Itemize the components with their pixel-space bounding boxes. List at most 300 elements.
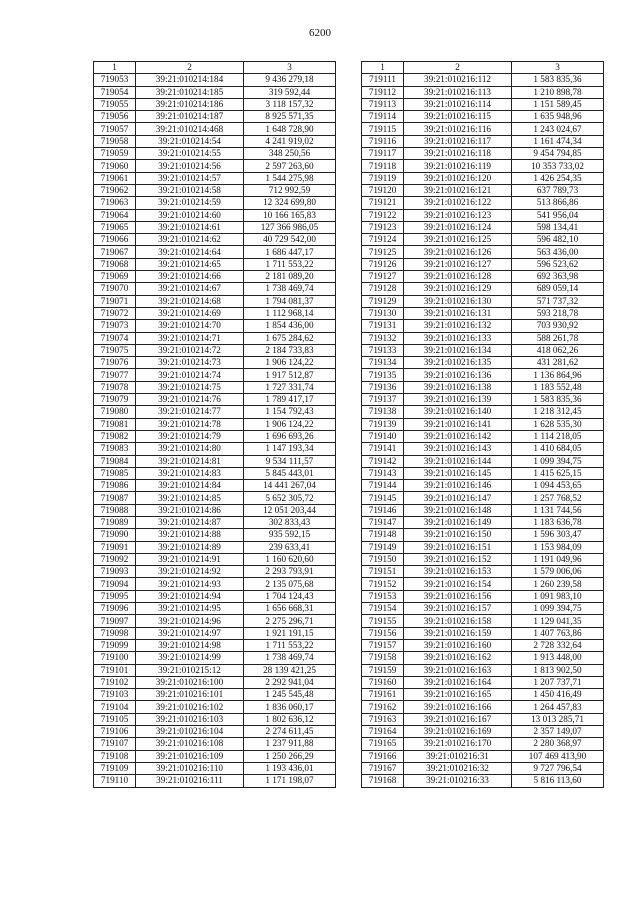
row-number-cell: 719166 <box>362 750 404 762</box>
value-cell: 14 441 267,04 <box>244 480 336 492</box>
row-number-cell: 719118 <box>362 160 404 172</box>
table-row <box>94 664 336 676</box>
row-number-cell: 719152 <box>362 578 404 590</box>
table-row <box>94 271 336 283</box>
value-cell: 28 139 421,25 <box>244 664 336 676</box>
value-cell: 107 469 413,90 <box>512 750 604 762</box>
cadastral-number-cell: 39:21:010214:56 <box>136 160 244 172</box>
row-number-cell: 719153 <box>362 590 404 602</box>
row-number-cell: 719130 <box>362 307 404 319</box>
row-number-cell: 719162 <box>362 701 404 713</box>
cadastral-number-cell: 39:21:010214:72 <box>136 344 244 356</box>
value-cell: 1 193 436,01 <box>244 762 336 774</box>
row-number-cell: 719115 <box>362 123 404 135</box>
value-cell: 1 410 684,05 <box>512 443 604 455</box>
row-number-cell: 719093 <box>94 566 136 578</box>
value-cell: 596 523,62 <box>512 258 604 270</box>
table-row <box>94 566 336 578</box>
table-row <box>362 726 604 738</box>
row-number-cell: 719112 <box>362 86 404 98</box>
value-cell: 10 166 165,83 <box>244 209 336 221</box>
row-number-cell: 719071 <box>94 295 136 307</box>
cadastral-number-cell: 39:21:010214:79 <box>136 430 244 442</box>
table-row <box>362 283 604 295</box>
value-cell: 1 789 417,17 <box>244 394 336 406</box>
row-number-cell: 719144 <box>362 480 404 492</box>
table-row <box>362 369 604 381</box>
table-row <box>362 430 604 442</box>
value-cell: 1 583 835,36 <box>512 394 604 406</box>
row-number-cell: 719148 <box>362 529 404 541</box>
table-row <box>362 320 604 332</box>
cadastral-number-cell: 39:21:010214:80 <box>136 443 244 455</box>
value-cell: 4 241 919,02 <box>244 135 336 147</box>
row-number-cell: 719070 <box>94 283 136 295</box>
value-cell: 1 171 198,07 <box>244 775 336 787</box>
cadastral-number-cell: 39:21:010214:98 <box>136 639 244 651</box>
row-number-cell: 719067 <box>94 246 136 258</box>
table-row <box>94 467 336 479</box>
table-row <box>362 234 604 246</box>
cadastral-number-cell: 39:21:010216:112 <box>404 74 512 86</box>
value-cell: 431 281,62 <box>512 357 604 369</box>
value-cell: 1 183 636,78 <box>512 516 604 528</box>
value-cell: 541 956,04 <box>512 209 604 221</box>
cadastral-number-cell: 39:21:010216:163 <box>404 664 512 676</box>
table-row <box>94 676 336 688</box>
value-cell: 1 544 275,98 <box>244 172 336 184</box>
table-row <box>362 160 604 172</box>
row-number-cell: 719146 <box>362 504 404 516</box>
cadastral-number-cell: 39:21:010214:75 <box>136 381 244 393</box>
row-number-cell: 719109 <box>94 762 136 774</box>
table-row <box>94 295 336 307</box>
table-row <box>94 750 336 762</box>
row-number-cell: 719168 <box>362 775 404 787</box>
value-cell: 1 218 312,45 <box>512 406 604 418</box>
value-cell: 1 913 448,00 <box>512 652 604 664</box>
table-row <box>94 98 336 110</box>
table-row <box>362 98 604 110</box>
value-cell: 2 357 149,07 <box>512 726 604 738</box>
cadastral-number-cell: 39:21:010216:164 <box>404 676 512 688</box>
row-number-cell: 719145 <box>362 492 404 504</box>
table-row <box>362 295 604 307</box>
value-cell: 1 257 768,52 <box>512 492 604 504</box>
row-number-cell: 719075 <box>94 344 136 356</box>
cadastral-number-cell: 39:21:010216:110 <box>136 762 244 774</box>
table-row <box>94 246 336 258</box>
cadastral-number-cell: 39:21:010216:124 <box>404 221 512 233</box>
row-number-cell: 719138 <box>362 406 404 418</box>
value-cell: 1 099 394,75 <box>512 455 604 467</box>
table-row <box>94 627 336 639</box>
table-row <box>94 418 336 430</box>
table-row <box>362 701 604 713</box>
row-number-cell: 719155 <box>362 615 404 627</box>
value-cell: 2 728 332,64 <box>512 639 604 651</box>
cadastral-number-cell: 39:21:010214:58 <box>136 184 244 196</box>
cadastral-number-cell: 39:21:010216:127 <box>404 258 512 270</box>
row-number-cell: 719099 <box>94 639 136 651</box>
cadastral-number-cell: 39:21:010216:142 <box>404 430 512 442</box>
cadastral-number-cell: 39:21:010214:57 <box>136 172 244 184</box>
row-number-cell: 719141 <box>362 443 404 455</box>
row-number-cell: 719107 <box>94 738 136 750</box>
value-cell: 598 134,41 <box>512 221 604 233</box>
row-number-cell: 719125 <box>362 246 404 258</box>
table-row <box>362 357 604 369</box>
cadastral-number-cell: 39:21:010214:84 <box>136 480 244 492</box>
row-number-cell: 719132 <box>362 332 404 344</box>
page-number: 6200 <box>309 27 331 39</box>
table-row <box>362 86 604 98</box>
table-row <box>362 172 604 184</box>
value-cell: 1 579 006,06 <box>512 566 604 578</box>
cadastral-number-cell: 39:21:010214:73 <box>136 357 244 369</box>
data-table-right <box>361 61 604 788</box>
table-row <box>362 209 604 221</box>
table-row <box>94 578 336 590</box>
value-cell: 1 260 239,58 <box>512 578 604 590</box>
row-number-cell: 719133 <box>362 344 404 356</box>
cadastral-number-cell: 39:21:010214:65 <box>136 258 244 270</box>
cadastral-number-cell: 39:21:010216:118 <box>404 148 512 160</box>
row-number-cell: 719058 <box>94 135 136 147</box>
value-cell: 1 245 545,48 <box>244 689 336 701</box>
value-cell: 1 648 728,90 <box>244 123 336 135</box>
value-cell: 2 135 075,68 <box>244 578 336 590</box>
table-row <box>362 406 604 418</box>
cadastral-number-cell: 39:21:010216:152 <box>404 553 512 565</box>
row-number-cell: 719110 <box>94 775 136 787</box>
table-row <box>362 258 604 270</box>
row-number-cell: 719059 <box>94 148 136 160</box>
value-cell: 1 131 744,56 <box>512 504 604 516</box>
row-number-cell: 719083 <box>94 443 136 455</box>
table-row <box>94 639 336 651</box>
table-row <box>362 639 604 651</box>
value-cell: 1 738 469,74 <box>244 652 336 664</box>
value-cell: 1 160 620,60 <box>244 553 336 565</box>
table-row <box>94 529 336 541</box>
cadastral-number-cell: 39:21:010216:128 <box>404 271 512 283</box>
row-number-cell: 719072 <box>94 307 136 319</box>
row-number-cell: 719102 <box>94 676 136 688</box>
cadastral-number-cell: 39:21:010216:126 <box>404 246 512 258</box>
cadastral-number-cell: 39:21:010216:117 <box>404 135 512 147</box>
cadastral-number-cell: 39:21:010216:32 <box>404 762 512 774</box>
value-cell: 1 596 303,47 <box>512 529 604 541</box>
table-row <box>94 357 336 369</box>
value-cell: 5 845 443,01 <box>244 467 336 479</box>
table-body-right <box>362 74 604 787</box>
value-cell: 1 794 081,37 <box>244 295 336 307</box>
cadastral-number-cell: 39:21:010216:151 <box>404 541 512 553</box>
row-number-cell: 719068 <box>94 258 136 270</box>
cadastral-number-cell: 39:21:010215:12 <box>136 664 244 676</box>
value-cell: 5 816 113,60 <box>512 775 604 787</box>
row-number-cell: 719160 <box>362 676 404 688</box>
table-row <box>362 603 604 615</box>
row-number-cell: 719087 <box>94 492 136 504</box>
row-number-cell: 719073 <box>94 320 136 332</box>
row-number-cell: 719113 <box>362 98 404 110</box>
value-cell: 1 191 049,96 <box>512 553 604 565</box>
table-row <box>94 689 336 701</box>
row-number-cell: 719131 <box>362 320 404 332</box>
row-number-cell: 719127 <box>362 271 404 283</box>
cadastral-number-cell: 39:21:010216:143 <box>404 443 512 455</box>
cadastral-number-cell: 39:21:010214:70 <box>136 320 244 332</box>
value-cell: 2 280 368,97 <box>512 738 604 750</box>
row-number-cell: 719143 <box>362 467 404 479</box>
cadastral-number-cell: 39:21:010214:74 <box>136 369 244 381</box>
table-row <box>362 566 604 578</box>
row-number-cell: 719097 <box>94 615 136 627</box>
row-number-cell: 719156 <box>362 627 404 639</box>
row-number-cell: 719123 <box>362 221 404 233</box>
table-row <box>362 467 604 479</box>
row-number-cell: 719163 <box>362 713 404 725</box>
table-row <box>94 111 336 123</box>
table-row <box>362 184 604 196</box>
row-number-cell: 719069 <box>94 271 136 283</box>
row-number-cell: 719092 <box>94 553 136 565</box>
table-row <box>362 74 604 86</box>
cadastral-number-cell: 39:21:010216:129 <box>404 283 512 295</box>
column-header-2: 2 <box>404 62 512 74</box>
cadastral-number-cell: 39:21:010216:109 <box>136 750 244 762</box>
cadastral-number-cell: 39:21:010214:99 <box>136 652 244 664</box>
value-cell: 1 704 124,43 <box>244 590 336 602</box>
value-cell: 1 711 553,22 <box>244 258 336 270</box>
cadastral-number-cell: 39:21:010214:92 <box>136 566 244 578</box>
value-cell: 1 711 553,22 <box>244 639 336 651</box>
value-cell: 571 737,32 <box>512 295 604 307</box>
value-cell: 1 112 968,14 <box>244 307 336 319</box>
row-number-cell: 719062 <box>94 184 136 196</box>
table-row <box>94 652 336 664</box>
table-row <box>362 381 604 393</box>
value-cell: 1 836 060,17 <box>244 701 336 713</box>
row-number-cell: 719060 <box>94 160 136 172</box>
cadastral-number-cell: 39:21:010214:184 <box>136 74 244 86</box>
table-row <box>94 221 336 233</box>
value-cell: 5 652 305,72 <box>244 492 336 504</box>
table-row <box>362 492 604 504</box>
table-row <box>362 676 604 688</box>
cadastral-number-cell: 39:21:010216:114 <box>404 98 512 110</box>
cadastral-number-cell: 39:21:010216:139 <box>404 394 512 406</box>
table-row <box>362 344 604 356</box>
row-number-cell: 719086 <box>94 480 136 492</box>
table-row <box>362 135 604 147</box>
cadastral-number-cell: 39:21:010216:102 <box>136 701 244 713</box>
row-number-cell: 719055 <box>94 98 136 110</box>
cadastral-number-cell: 39:21:010216:169 <box>404 726 512 738</box>
cadastral-number-cell: 39:21:010214:66 <box>136 271 244 283</box>
value-cell: 1 450 416,49 <box>512 689 604 701</box>
table-row <box>362 197 604 209</box>
value-cell: 1 917 512,87 <box>244 369 336 381</box>
row-number-cell: 719105 <box>94 713 136 725</box>
cadastral-number-cell: 39:21:010216:156 <box>404 590 512 602</box>
cadastral-number-cell: 39:21:010216:136 <box>404 369 512 381</box>
table-row <box>362 307 604 319</box>
value-cell: 1 243 024,67 <box>512 123 604 135</box>
value-cell: 1 906 124,22 <box>244 357 336 369</box>
row-number-cell: 719100 <box>94 652 136 664</box>
value-cell: 1 091 983,10 <box>512 590 604 602</box>
cadastral-number-cell: 39:21:010216:134 <box>404 344 512 356</box>
table-row <box>94 738 336 750</box>
row-number-cell: 719094 <box>94 578 136 590</box>
row-number-cell: 719151 <box>362 566 404 578</box>
row-number-cell: 719111 <box>362 74 404 86</box>
column-header-1: 1 <box>362 62 404 74</box>
table-row <box>94 160 336 172</box>
table-row <box>94 615 336 627</box>
value-cell: 1 129 041,35 <box>512 615 604 627</box>
cadastral-number-cell: 39:21:010214:86 <box>136 504 244 516</box>
value-cell: 319 592,44 <box>244 86 336 98</box>
cadastral-number-cell: 39:21:010216:160 <box>404 639 512 651</box>
table-row <box>94 209 336 221</box>
row-number-cell: 719128 <box>362 283 404 295</box>
cadastral-number-cell: 39:21:010216:116 <box>404 123 512 135</box>
cadastral-number-cell: 39:21:010216:159 <box>404 627 512 639</box>
value-cell: 703 930,92 <box>512 320 604 332</box>
row-number-cell: 719096 <box>94 603 136 615</box>
value-cell: 1 161 474,34 <box>512 135 604 147</box>
table-row <box>362 553 604 565</box>
cadastral-number-cell: 39:21:010216:140 <box>404 406 512 418</box>
cadastral-number-cell: 39:21:010214:77 <box>136 406 244 418</box>
row-number-cell: 719103 <box>94 689 136 701</box>
cadastral-number-cell: 39:21:010216:133 <box>404 332 512 344</box>
row-number-cell: 719154 <box>362 603 404 615</box>
table-row <box>362 111 604 123</box>
value-cell: 1 854 436,00 <box>244 320 336 332</box>
cadastral-number-cell: 39:21:010216:145 <box>404 467 512 479</box>
table-row <box>94 258 336 270</box>
value-cell: 1 635 948,96 <box>512 111 604 123</box>
table-row <box>94 148 336 160</box>
value-cell: 1 583 835,36 <box>512 74 604 86</box>
table-row <box>362 504 604 516</box>
cadastral-number-cell: 39:21:010214:468 <box>136 123 244 135</box>
cadastral-number-cell: 39:21:010216:125 <box>404 234 512 246</box>
table-row <box>94 332 336 344</box>
table-row <box>362 738 604 750</box>
value-cell: 593 218,78 <box>512 307 604 319</box>
value-cell: 1 656 668,31 <box>244 603 336 615</box>
row-number-cell: 719078 <box>94 381 136 393</box>
cadastral-number-cell: 39:21:010216:162 <box>404 652 512 664</box>
value-cell: 1 250 266,29 <box>244 750 336 762</box>
table-row <box>94 443 336 455</box>
cadastral-number-cell: 39:21:010214:71 <box>136 332 244 344</box>
value-cell: 8 925 571,35 <box>244 111 336 123</box>
row-number-cell: 719090 <box>94 529 136 541</box>
table-row <box>94 762 336 774</box>
row-number-cell: 719095 <box>94 590 136 602</box>
table-row <box>362 516 604 528</box>
row-number-cell: 719057 <box>94 123 136 135</box>
row-number-cell: 719140 <box>362 430 404 442</box>
row-number-cell: 719150 <box>362 553 404 565</box>
value-cell: 302 833,43 <box>244 516 336 528</box>
row-number-cell: 719079 <box>94 394 136 406</box>
row-number-cell: 719122 <box>362 209 404 221</box>
row-number-cell: 719121 <box>362 197 404 209</box>
value-cell: 1 802 636,12 <box>244 713 336 725</box>
table-row <box>362 713 604 725</box>
value-cell: 596 482,10 <box>512 234 604 246</box>
value-cell: 3 118 157,32 <box>244 98 336 110</box>
cadastral-number-cell: 39:21:010216:154 <box>404 578 512 590</box>
cadastral-number-cell: 39:21:010214:89 <box>136 541 244 553</box>
value-cell: 127 366 986,05 <box>244 221 336 233</box>
value-cell: 1 628 535,30 <box>512 418 604 430</box>
table-row <box>94 197 336 209</box>
table-row <box>362 689 604 701</box>
value-cell: 1 426 254,35 <box>512 172 604 184</box>
row-number-cell: 719124 <box>362 234 404 246</box>
row-number-cell: 719066 <box>94 234 136 246</box>
value-cell: 1 136 864,96 <box>512 369 604 381</box>
cadastral-number-cell: 39:21:010216:103 <box>136 713 244 725</box>
row-number-cell: 719076 <box>94 357 136 369</box>
value-cell: 935 592,15 <box>244 529 336 541</box>
value-cell: 1 727 331,74 <box>244 381 336 393</box>
value-cell: 418 062,26 <box>512 344 604 356</box>
row-number-cell: 719108 <box>94 750 136 762</box>
cadastral-number-cell: 39:21:010216:131 <box>404 307 512 319</box>
table-row <box>362 148 604 160</box>
cadastral-number-cell: 39:21:010216:31 <box>404 750 512 762</box>
cadastral-number-cell: 39:21:010216:120 <box>404 172 512 184</box>
value-cell: 2 292 941,04 <box>244 676 336 688</box>
table-row <box>362 480 604 492</box>
row-number-cell: 719126 <box>362 258 404 270</box>
row-number-cell: 719085 <box>94 467 136 479</box>
cadastral-number-cell: 39:21:010216:138 <box>404 381 512 393</box>
table-row <box>94 74 336 86</box>
cadastral-number-cell: 39:21:010214:60 <box>136 209 244 221</box>
cadastral-number-cell: 39:21:010214:78 <box>136 418 244 430</box>
row-number-cell: 719159 <box>362 664 404 676</box>
row-number-cell: 719161 <box>362 689 404 701</box>
value-cell: 10 353 733,02 <box>512 160 604 172</box>
cadastral-number-cell: 39:21:010214:96 <box>136 615 244 627</box>
data-table-left <box>93 61 336 788</box>
cadastral-number-cell: 39:21:010214:94 <box>136 590 244 602</box>
row-number-cell: 719080 <box>94 406 136 418</box>
table-row <box>362 762 604 774</box>
cadastral-number-cell: 39:21:010216:119 <box>404 160 512 172</box>
table-row <box>362 615 604 627</box>
cadastral-number-cell: 39:21:010216:147 <box>404 492 512 504</box>
row-number-cell: 719074 <box>94 332 136 344</box>
cadastral-number-cell: 39:21:010216:122 <box>404 197 512 209</box>
row-number-cell: 719084 <box>94 455 136 467</box>
value-cell: 1 415 625,15 <box>512 467 604 479</box>
table-row <box>362 664 604 676</box>
table-row <box>362 246 604 258</box>
cadastral-number-cell: 39:21:010216:148 <box>404 504 512 516</box>
